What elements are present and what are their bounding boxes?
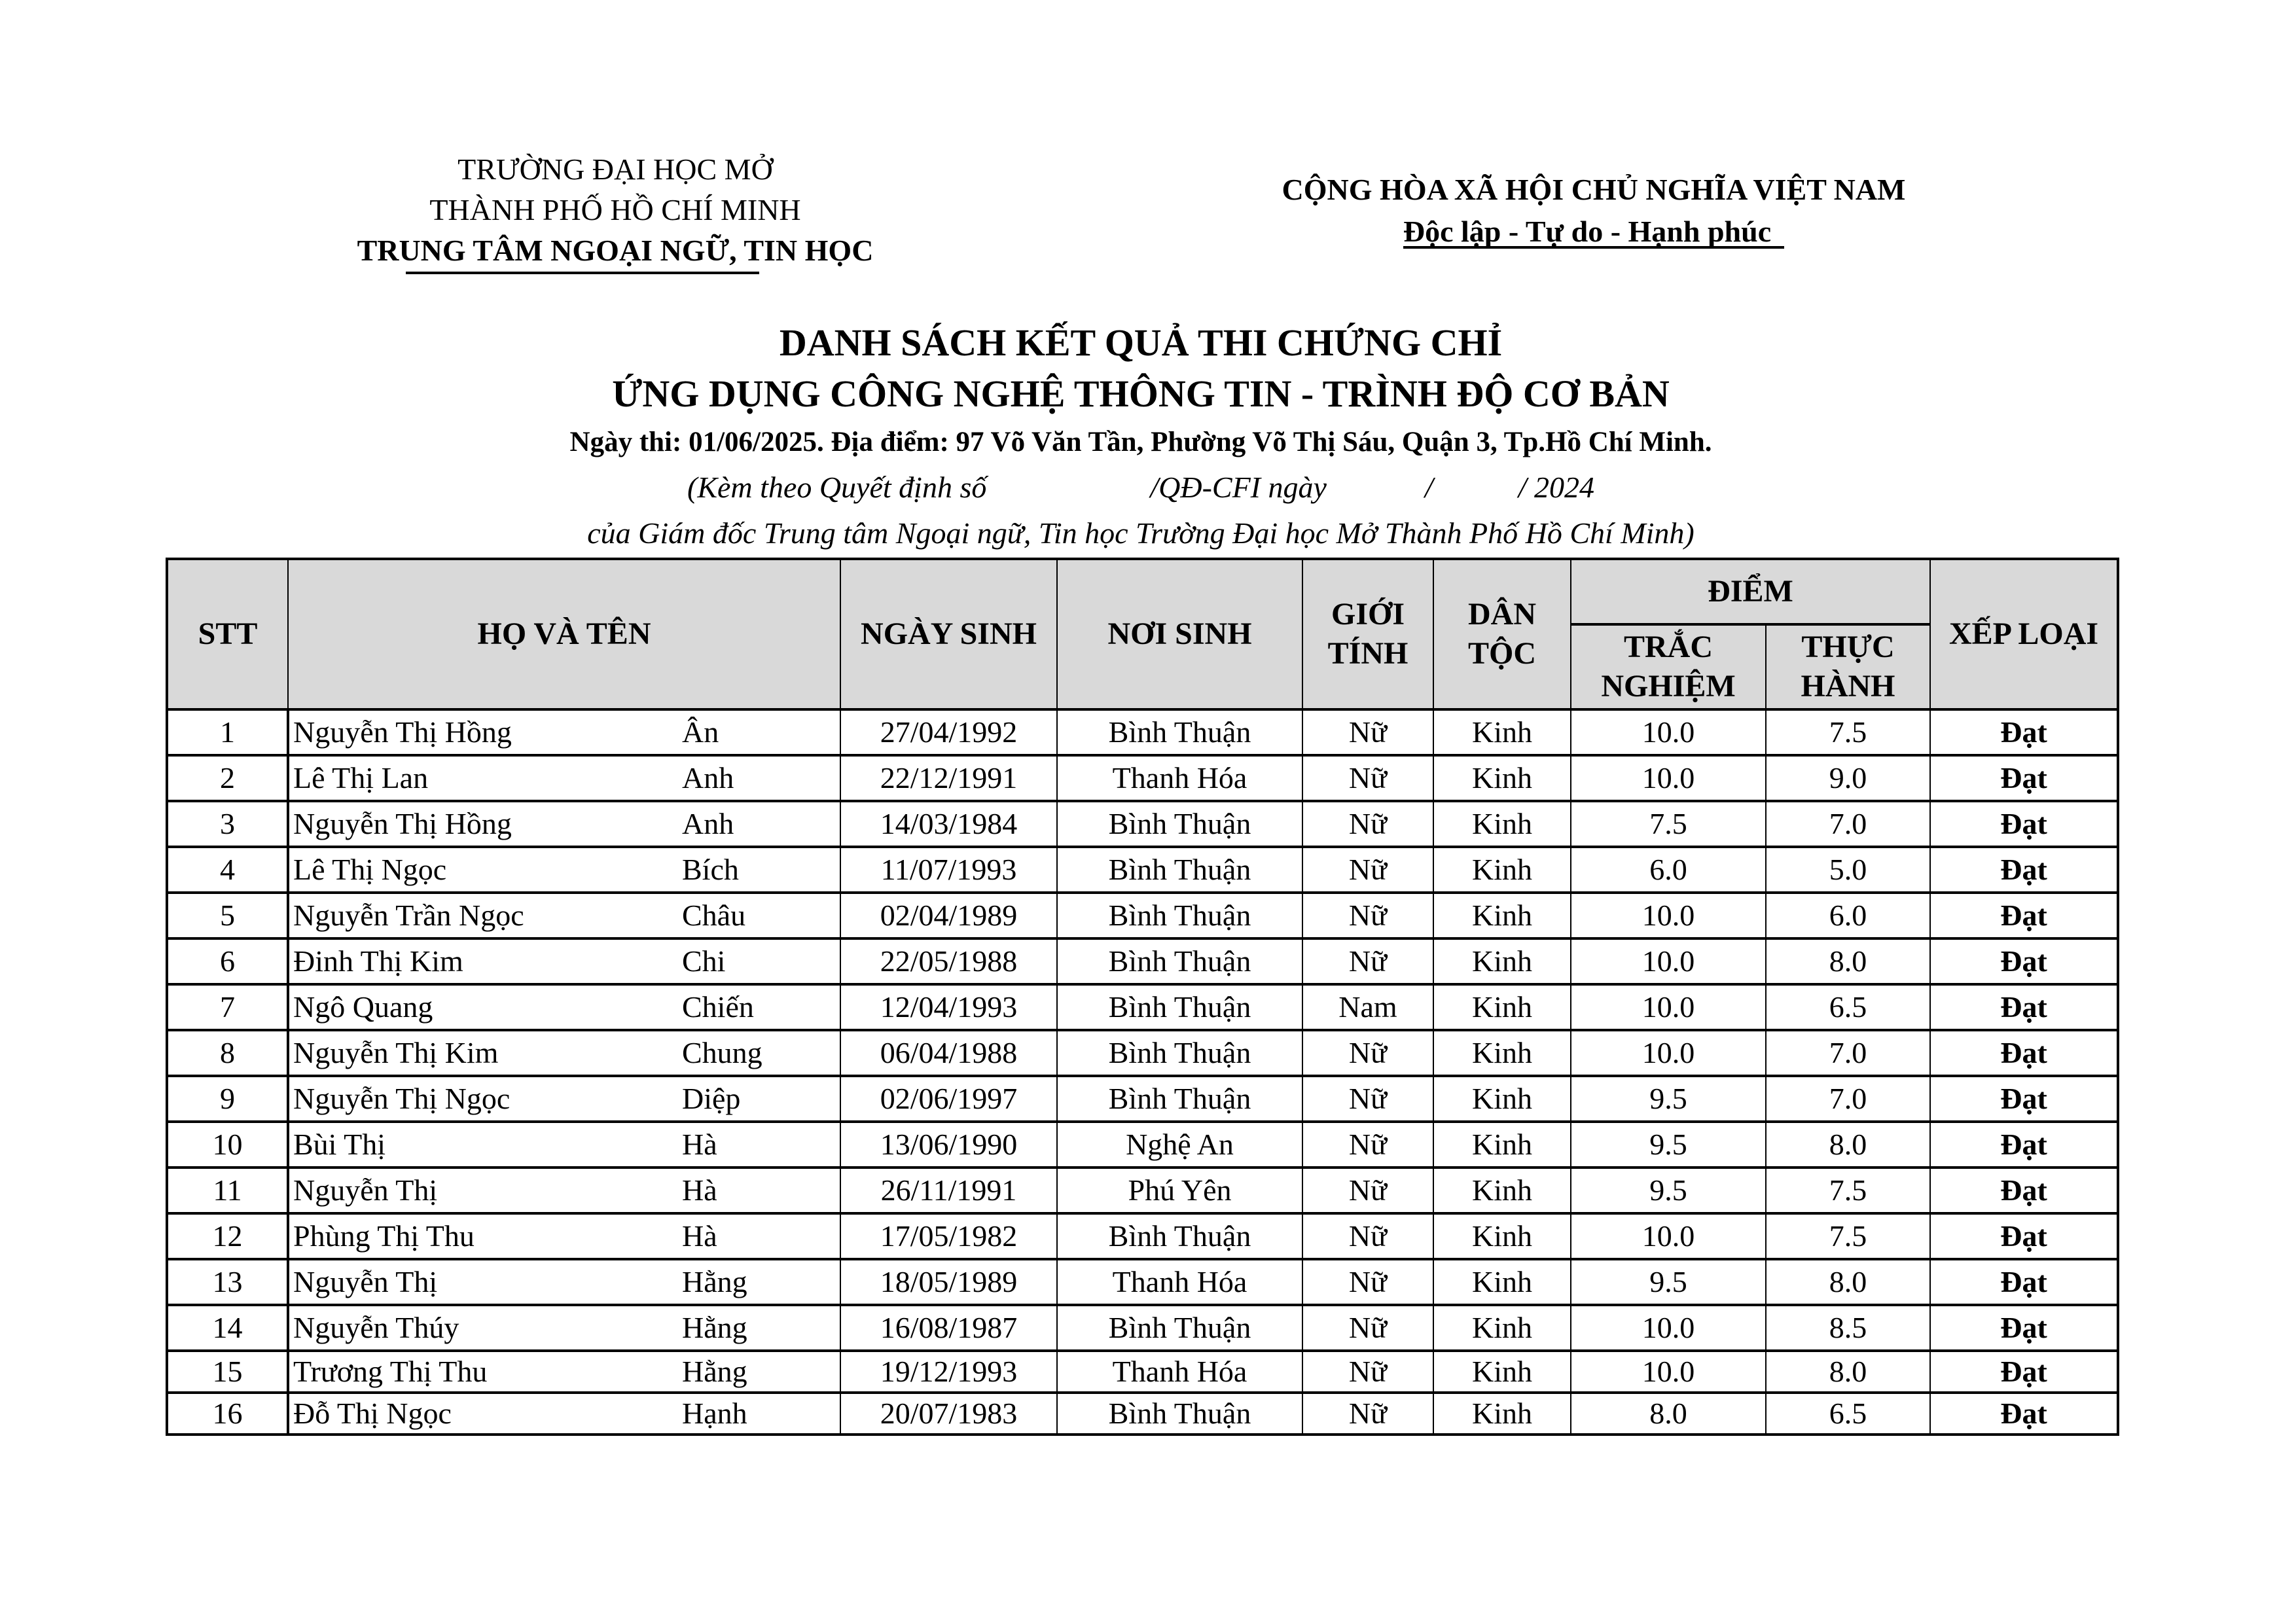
row-stt: 7 <box>167 984 288 1030</box>
col-header-dob: NGÀY SINH <box>840 559 1057 709</box>
row-full-name <box>288 1030 840 1076</box>
row-birthplace: Bình Thuận <box>1057 847 1302 893</box>
decision-reference <box>166 469 2115 507</box>
row-practice-score: 6.5 <box>1766 984 1930 1030</box>
col-header-ethnicity-line-2: TỘC <box>1467 636 1536 671</box>
table-row <box>167 755 2118 801</box>
row-dob: 20/07/1983 <box>840 1393 1057 1435</box>
row-grade: Đạt <box>1930 1305 2118 1351</box>
row-surname: Nguyễn Thị Hồng <box>293 715 512 749</box>
full-name-wrap <box>289 758 840 798</box>
decision-issuer: của Giám đốc Trung tâm Ngoại ngữ, Tin học Trường Đại học Mở Thành Phố Hồ Chí Minh) <box>587 516 1695 550</box>
decision-year: / 2024 <box>1518 471 1594 504</box>
row-given-name: Diệp <box>682 1082 741 1115</box>
col-header-ethnicity-line-1: DÂN <box>1468 597 1536 632</box>
col-header-practice-line-1: THỰC <box>1801 630 1895 664</box>
row-theory-score: 9.5 <box>1571 1259 1766 1305</box>
row-surname: Nguyễn Thị <box>293 1265 438 1298</box>
row-gender: Nữ <box>1302 1168 1433 1213</box>
row-gender: Nữ <box>1302 709 1433 755</box>
row-surname: Nguyễn Thị Kim <box>293 1036 499 1069</box>
row-theory-score: 10.0 <box>1571 938 1766 984</box>
row-grade: Đạt <box>1930 938 2118 984</box>
full-name-wrap <box>289 1352 840 1391</box>
col-header-birthplace: NƠI SINH <box>1057 559 1302 709</box>
row-grade: Đạt <box>1930 847 2118 893</box>
row-grade: Đạt <box>1930 984 2118 1030</box>
row-practice-score: 8.0 <box>1766 938 1930 984</box>
row-grade: Đạt <box>1930 1259 2118 1305</box>
row-given-name: Hằng <box>682 1265 747 1298</box>
row-stt: 2 <box>167 755 288 801</box>
row-birthplace: Bình Thuận <box>1057 893 1302 938</box>
row-stt: 9 <box>167 1076 288 1122</box>
row-ethnicity: Kinh <box>1433 847 1571 893</box>
row-theory-score: 10.0 <box>1571 984 1766 1030</box>
document-subtitle: ỨNG DỤNG CÔNG NGHỆ THÔNG TIN - TRÌNH ĐỘ CƠ BẢN <box>612 372 1670 415</box>
row-gender: Nữ <box>1302 755 1433 801</box>
institution-line-2: THÀNH PHỐ HỒ CHÍ MINH <box>429 193 801 226</box>
table-row <box>167 1351 2118 1393</box>
row-surname: Bùi Thị <box>293 1128 386 1161</box>
col-header-gender <box>1302 559 1433 709</box>
full-name-wrap <box>289 1033 840 1073</box>
table-row <box>167 1168 2118 1213</box>
row-theory-score: 6.0 <box>1571 847 1766 893</box>
decision-code: /QĐ-CFI ngày <box>1150 471 1327 504</box>
row-given-name: Hà <box>682 1219 717 1253</box>
row-theory-score: 10.0 <box>1571 1305 1766 1351</box>
row-grade: Đạt <box>1930 801 2118 847</box>
row-grade: Đạt <box>1930 755 2118 801</box>
row-ethnicity: Kinh <box>1433 1076 1571 1122</box>
row-stt: 15 <box>167 1351 288 1393</box>
country-name: CỘNG HÒA XÃ HỘI CHỦ NGHĨA VIỆT NAM <box>1282 173 1906 206</box>
row-surname: Đỗ Thị Ngọc <box>293 1397 452 1430</box>
row-full-name <box>288 709 840 755</box>
decision-date-slash: / <box>1424 471 1433 504</box>
full-name-wrap <box>289 1171 840 1210</box>
row-practice-score: 7.5 <box>1766 1213 1930 1259</box>
row-surname: Nguyễn Thị <box>293 1173 438 1207</box>
col-header-theory-line-1: TRẮC <box>1623 630 1713 664</box>
row-full-name <box>288 1351 840 1393</box>
row-surname: Phùng Thị Thu <box>293 1219 475 1253</box>
row-ethnicity: Kinh <box>1433 801 1571 847</box>
full-name-wrap <box>289 988 840 1027</box>
full-name-wrap <box>289 1308 840 1347</box>
row-dob: 16/08/1987 <box>840 1305 1057 1351</box>
exam-info: Ngày thi: 01/06/2025. Địa điểm: 97 Võ Văn Tần, Phường Võ Thị Sáu, Quận 3, Tp.Hồ Chí Minh. <box>569 427 1712 457</box>
row-theory-score: 10.0 <box>1571 893 1766 938</box>
full-name-wrap <box>289 1217 840 1256</box>
row-birthplace: Thanh Hóa <box>1057 1351 1302 1393</box>
row-full-name <box>288 1393 840 1435</box>
full-name-wrap <box>289 850 840 889</box>
full-name-wrap <box>289 942 840 981</box>
institution-department: TRUNG TÂM NGOẠI NGỮ, TIN HỌC <box>357 234 874 267</box>
row-given-name: Chi <box>682 944 726 978</box>
row-dob: 17/05/1982 <box>840 1213 1057 1259</box>
row-surname: Ngô Quang <box>293 990 433 1024</box>
table-row <box>167 1030 2118 1076</box>
row-practice-score: 7.0 <box>1766 1030 1930 1076</box>
row-birthplace: Bình Thuận <box>1057 938 1302 984</box>
national-header <box>1237 169 1950 253</box>
table-row <box>167 938 2118 984</box>
full-name-wrap <box>289 1125 840 1164</box>
row-practice-score: 8.0 <box>1766 1351 1930 1393</box>
row-given-name: Chiến <box>682 990 754 1024</box>
row-given-name: Ân <box>682 715 719 749</box>
col-header-practice-line-2: HÀNH <box>1801 669 1895 704</box>
row-practice-score: 7.0 <box>1766 1076 1930 1122</box>
row-surname: Nguyễn Trần Ngọc <box>293 899 524 932</box>
row-birthplace: Thanh Hóa <box>1057 1259 1302 1305</box>
col-header-theory <box>1571 624 1766 709</box>
row-dob: 27/04/1992 <box>840 709 1057 755</box>
row-surname: Đinh Thị Kim <box>293 944 463 978</box>
row-grade: Đạt <box>1930 1030 2118 1076</box>
col-header-grade: XẾP LOẠI <box>1930 559 2118 709</box>
table-row <box>167 1259 2118 1305</box>
row-full-name <box>288 755 840 801</box>
row-given-name: Hạnh <box>682 1397 747 1430</box>
row-dob: 26/11/1991 <box>840 1168 1057 1213</box>
table-row <box>167 847 2118 893</box>
row-theory-score: 9.5 <box>1571 1168 1766 1213</box>
row-full-name <box>288 847 840 893</box>
row-surname: Lê Thị Ngọc <box>293 853 447 886</box>
row-dob: 22/12/1991 <box>840 755 1057 801</box>
row-ethnicity: Kinh <box>1433 1168 1571 1213</box>
row-full-name <box>288 1259 840 1305</box>
row-stt: 5 <box>167 893 288 938</box>
col-header-ethnicity <box>1433 559 1571 709</box>
row-birthplace: Thanh Hóa <box>1057 755 1302 801</box>
row-gender: Nữ <box>1302 1213 1433 1259</box>
row-given-name: Chung <box>682 1036 762 1069</box>
row-dob: 22/05/1988 <box>840 938 1057 984</box>
row-birthplace: Phú Yên <box>1057 1168 1302 1213</box>
col-header-gender-line-2: TÍNH <box>1327 636 1408 671</box>
row-theory-score: 10.0 <box>1571 1351 1766 1393</box>
row-dob: 19/12/1993 <box>840 1351 1057 1393</box>
table-header-row <box>167 559 2118 624</box>
row-given-name: Hằng <box>682 1355 747 1388</box>
row-dob: 12/04/1993 <box>840 984 1057 1030</box>
table-row <box>167 801 2118 847</box>
row-practice-score: 8.0 <box>1766 1122 1930 1168</box>
row-stt: 1 <box>167 709 288 755</box>
row-gender: Nữ <box>1302 1305 1433 1351</box>
table-row <box>167 1076 2118 1122</box>
row-theory-score: 9.5 <box>1571 1122 1766 1168</box>
row-gender: Nam <box>1302 984 1433 1030</box>
row-stt: 11 <box>167 1168 288 1213</box>
row-gender: Nữ <box>1302 1076 1433 1122</box>
col-header-gender-line-1: GIỚI <box>1331 597 1405 632</box>
row-full-name <box>288 1122 840 1168</box>
decision-prefix: (Kèm theo Quyết định số <box>687 471 987 504</box>
row-dob: 06/04/1988 <box>840 1030 1057 1076</box>
row-ethnicity: Kinh <box>1433 1393 1571 1435</box>
full-name-wrap <box>289 1262 840 1302</box>
row-ethnicity: Kinh <box>1433 893 1571 938</box>
row-theory-score: 10.0 <box>1571 709 1766 755</box>
row-given-name: Hằng <box>682 1311 747 1344</box>
row-full-name <box>288 893 840 938</box>
row-practice-score: 7.5 <box>1766 1168 1930 1213</box>
row-full-name <box>288 1076 840 1122</box>
row-ethnicity: Kinh <box>1433 1305 1571 1351</box>
row-practice-score: 6.5 <box>1766 1393 1930 1435</box>
row-birthplace: Bình Thuận <box>1057 1076 1302 1122</box>
row-practice-score: 8.5 <box>1766 1305 1930 1351</box>
row-stt: 13 <box>167 1259 288 1305</box>
department-underline <box>406 272 759 274</box>
row-given-name: Anh <box>682 807 734 840</box>
row-given-name: Anh <box>682 761 734 794</box>
row-full-name <box>288 1168 840 1213</box>
row-practice-score: 7.0 <box>1766 801 1930 847</box>
row-dob: 02/04/1989 <box>840 893 1057 938</box>
row-given-name: Bích <box>682 853 739 886</box>
row-stt: 10 <box>167 1122 288 1168</box>
institution-line-1: TRƯỜNG ĐẠI HỌC MỞ <box>457 152 773 186</box>
table-row <box>167 1122 2118 1168</box>
row-dob: 14/03/1984 <box>840 801 1057 847</box>
row-gender: Nữ <box>1302 1030 1433 1076</box>
document-title: DANH SÁCH KẾT QUẢ THI CHỨNG CHỈ <box>779 321 1503 364</box>
row-surname: Lê Thị Lan <box>293 761 429 794</box>
row-gender: Nữ <box>1302 1259 1433 1305</box>
row-stt: 4 <box>167 847 288 893</box>
row-gender: Nữ <box>1302 1393 1433 1435</box>
row-grade: Đạt <box>1930 1393 2118 1435</box>
row-ethnicity: Kinh <box>1433 709 1571 755</box>
row-ethnicity: Kinh <box>1433 984 1571 1030</box>
row-birthplace: Bình Thuận <box>1057 709 1302 755</box>
row-practice-score: 6.0 <box>1766 893 1930 938</box>
full-name-wrap <box>289 1394 840 1433</box>
row-theory-score: 7.5 <box>1571 801 1766 847</box>
row-ethnicity: Kinh <box>1433 1030 1571 1076</box>
row-birthplace: Bình Thuận <box>1057 801 1302 847</box>
row-birthplace: Nghệ An <box>1057 1122 1302 1168</box>
row-grade: Đạt <box>1930 1351 2118 1393</box>
row-dob: 18/05/1989 <box>840 1259 1057 1305</box>
row-dob: 13/06/1990 <box>840 1122 1057 1168</box>
row-surname: Nguyễn Thúy <box>293 1311 459 1344</box>
table-row <box>167 1393 2118 1435</box>
row-dob: 11/07/1993 <box>840 847 1057 893</box>
table-row <box>167 1213 2118 1259</box>
row-surname: Nguyễn Thị Hồng <box>293 807 512 840</box>
row-grade: Đạt <box>1930 1122 2118 1168</box>
row-stt: 14 <box>167 1305 288 1351</box>
row-gender: Nữ <box>1302 893 1433 938</box>
table-row <box>167 893 2118 938</box>
row-gender: Nữ <box>1302 1351 1433 1393</box>
row-surname: Trương Thị Thu <box>293 1355 488 1388</box>
row-ethnicity: Kinh <box>1433 938 1571 984</box>
row-full-name <box>288 1213 840 1259</box>
row-grade: Đạt <box>1930 1213 2118 1259</box>
row-stt: 8 <box>167 1030 288 1076</box>
row-full-name <box>288 984 840 1030</box>
table-row <box>167 709 2118 755</box>
row-full-name <box>288 1305 840 1351</box>
row-grade: Đạt <box>1930 893 2118 938</box>
row-gender: Nữ <box>1302 801 1433 847</box>
row-given-name: Hà <box>682 1128 717 1161</box>
full-name-wrap <box>289 804 840 844</box>
row-grade: Đạt <box>1930 709 2118 755</box>
row-birthplace: Bình Thuận <box>1057 1030 1302 1076</box>
row-surname: Nguyễn Thị Ngọc <box>293 1082 511 1115</box>
row-practice-score: 5.0 <box>1766 847 1930 893</box>
institution-header <box>288 149 942 271</box>
row-theory-score: 9.5 <box>1571 1076 1766 1122</box>
row-gender: Nữ <box>1302 847 1433 893</box>
row-ethnicity: Kinh <box>1433 1122 1571 1168</box>
row-stt: 3 <box>167 801 288 847</box>
table-row <box>167 1305 2118 1351</box>
full-name-wrap <box>289 713 840 752</box>
results-table-body <box>167 709 2118 1435</box>
row-theory-score: 8.0 <box>1571 1393 1766 1435</box>
row-stt: 6 <box>167 938 288 984</box>
row-dob: 02/06/1997 <box>840 1076 1057 1122</box>
row-birthplace: Bình Thuận <box>1057 1213 1302 1259</box>
row-stt: 12 <box>167 1213 288 1259</box>
full-name-wrap <box>289 896 840 935</box>
col-header-stt: STT <box>167 559 288 709</box>
col-header-practice <box>1766 624 1930 709</box>
row-ethnicity: Kinh <box>1433 1259 1571 1305</box>
national-motto: Độc lập - Tự do - Hạnh phúc <box>1403 217 1784 249</box>
row-practice-score: 8.0 <box>1766 1259 1930 1305</box>
row-full-name <box>288 801 840 847</box>
table-row <box>167 984 2118 1030</box>
row-gender: Nữ <box>1302 1122 1433 1168</box>
row-birthplace: Bình Thuận <box>1057 984 1302 1030</box>
row-gender: Nữ <box>1302 938 1433 984</box>
row-theory-score: 10.0 <box>1571 1213 1766 1259</box>
row-given-name: Châu <box>682 899 746 932</box>
col-header-theory-line-2: NGHIỆM <box>1601 669 1736 704</box>
row-birthplace: Bình Thuận <box>1057 1305 1302 1351</box>
row-theory-score: 10.0 <box>1571 755 1766 801</box>
row-full-name <box>288 938 840 984</box>
row-stt: 16 <box>167 1393 288 1435</box>
row-given-name: Hà <box>682 1173 717 1207</box>
row-practice-score: 7.5 <box>1766 709 1930 755</box>
full-name-wrap <box>289 1079 840 1118</box>
row-birthplace: Bình Thuận <box>1057 1393 1302 1435</box>
row-ethnicity: Kinh <box>1433 755 1571 801</box>
row-theory-score: 10.0 <box>1571 1030 1766 1076</box>
col-header-full-name: HỌ VÀ TÊN <box>288 559 840 709</box>
row-grade: Đạt <box>1930 1168 2118 1213</box>
row-grade: Đạt <box>1930 1076 2118 1122</box>
row-ethnicity: Kinh <box>1433 1213 1571 1259</box>
results-table <box>166 558 2119 1436</box>
row-ethnicity: Kinh <box>1433 1351 1571 1393</box>
row-practice-score: 9.0 <box>1766 755 1930 801</box>
col-header-score-group: ĐIỂM <box>1571 559 1930 624</box>
